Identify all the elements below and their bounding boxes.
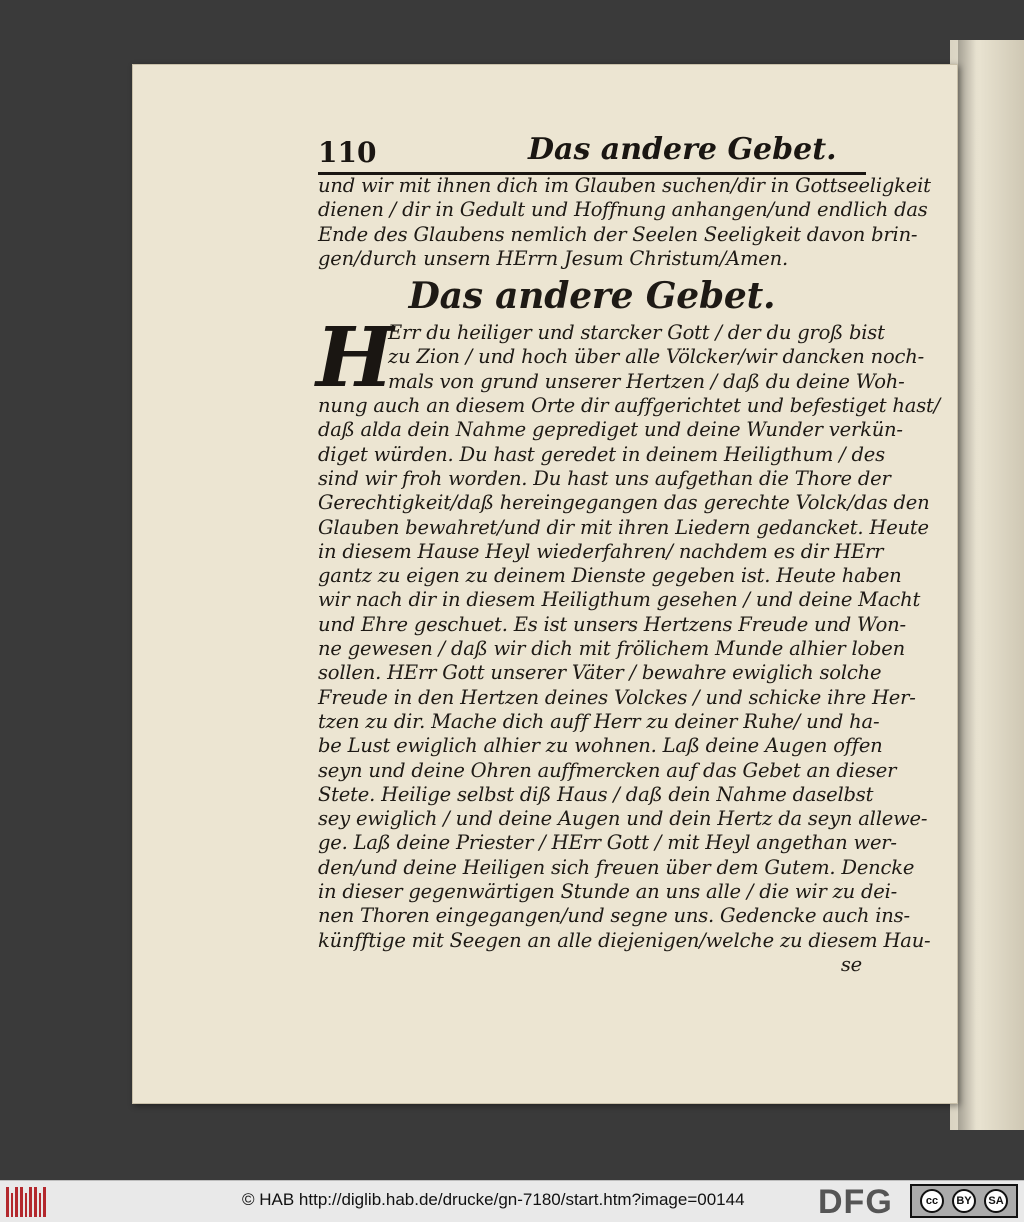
- text-line: in dieser gegenwärtigen Stunde an uns alle / die wir zu dei-: [318, 880, 898, 904]
- running-title: Das andere Gebet.: [528, 132, 837, 167]
- decorated-initial: H: [316, 310, 394, 407]
- text-line: tzen zu dir. Mache dich auff Herr zu deiner Ruhe/ und ha-: [318, 709, 880, 733]
- prayer-paragraph: [316, 310, 941, 977]
- text-line: dienen / dir in Gedult und Hoffnung anhangen/und endlich das: [318, 198, 928, 222]
- text-line: sey ewiglich / und deine Augen und dein Hertz da seyn allewe-: [318, 807, 928, 831]
- text-line: be Lust ewiglich alhier zu wohnen. Laß deine Augen offen: [318, 734, 883, 758]
- hab-logo-icon: [6, 1187, 46, 1217]
- page-header: [318, 132, 866, 175]
- text-line: mals von grund unserer Hertzen / daß du deine Woh-: [388, 369, 905, 393]
- by-icon: BY: [952, 1189, 976, 1213]
- gutter-shadow: [958, 40, 976, 1130]
- copyright-link[interactable]: © HAB http://diglib.hab.de/drucke/gn-7180/start.htm?image=00144: [242, 1190, 745, 1209]
- text-line: nung auch an diesem Orte dir auffgerichtet und befestiget hast/: [318, 394, 941, 418]
- text-line: sollen. HErr Gott unserer Väter / bewahre ewiglich solche: [318, 661, 882, 685]
- book-page: [132, 64, 958, 1104]
- dfg-logo: DFG: [818, 1183, 893, 1221]
- text-line: und Ehre geschuet. Es ist unsers Hertzens Freude und Won-: [318, 612, 906, 636]
- page-number: 110: [318, 136, 377, 169]
- text-line: Err du heiliger und starcker Gott / der du groß bist: [388, 321, 885, 345]
- viewer-footer: [0, 1180, 1024, 1222]
- text-line: in diesem Hause Heyl wiederfahren/ nachdem es dir HErr: [318, 539, 884, 563]
- text-line: künfftige mit Seegen an alle diejenigen/welche zu diesem Hau-: [318, 928, 931, 952]
- text-line: Freude in den Hertzen deines Volckes / und schicke ihre Her-: [318, 685, 916, 709]
- text-line: ge. Laß deine Priester / HErr Gott / mit Heyl angethan wer-: [318, 831, 897, 855]
- text-line: Glauben bewahret/und dir mit ihren Liedern gedancket. Heute: [318, 515, 929, 539]
- text-line: sind wir froh worden. Du hast uns aufgethan die Thore der: [318, 466, 891, 490]
- text-line: daß alda dein Nahme geprediget und deine Wunder verkün-: [318, 418, 903, 442]
- text-line: wir nach dir in diesem Heiligthum gesehen / und deine Macht: [318, 588, 921, 612]
- continuation-paragraph: [318, 174, 931, 271]
- text-line: zu Zion / und hoch über alle Völcker/wir dancken noch-: [388, 345, 924, 369]
- text-line: und wir mit ihnen dich im Glauben suchen/dir in Gottseeligkeit: [318, 174, 931, 197]
- section-heading: Das andere Gebet.: [408, 275, 776, 318]
- text-line: gen/durch unsern HErrn Jesum Christum/Amen.: [318, 246, 788, 270]
- text-line: Gerechtigkeit/daß hereingegangen das gerechte Volck/das den: [318, 491, 930, 515]
- text-line: ne gewesen / daß wir dich mit frölichem Munde alhier loben: [318, 637, 906, 661]
- text-line: nen Thoren eingegangen/und segne uns. Gedencke auch ins-: [318, 904, 910, 928]
- text-line: Ende des Glaubens nemlich der Seelen Seeligkeit davon brin-: [318, 222, 918, 246]
- text-line: gantz zu eigen zu deinem Dienste gegeben ist. Heute haben: [318, 564, 902, 588]
- sa-icon: SA: [984, 1189, 1008, 1213]
- cc-icon: cc: [920, 1189, 944, 1213]
- text-line: seyn und deine Ohren auffmercken auf das Gebet an dieser: [318, 758, 897, 782]
- text-line: Stete. Heilige selbst diß Haus / daß dein Nahme daselbst: [318, 782, 874, 806]
- catchword: se: [840, 952, 862, 976]
- text-line: diget würden. Du hast geredet in deinem Heiligthum / des: [318, 442, 885, 466]
- cc-license-badge[interactable]: [910, 1184, 1018, 1218]
- page-text: [316, 174, 941, 977]
- text-line: den/und deine Heiligen sich freuen über dem Gutem. Dencke: [318, 855, 915, 879]
